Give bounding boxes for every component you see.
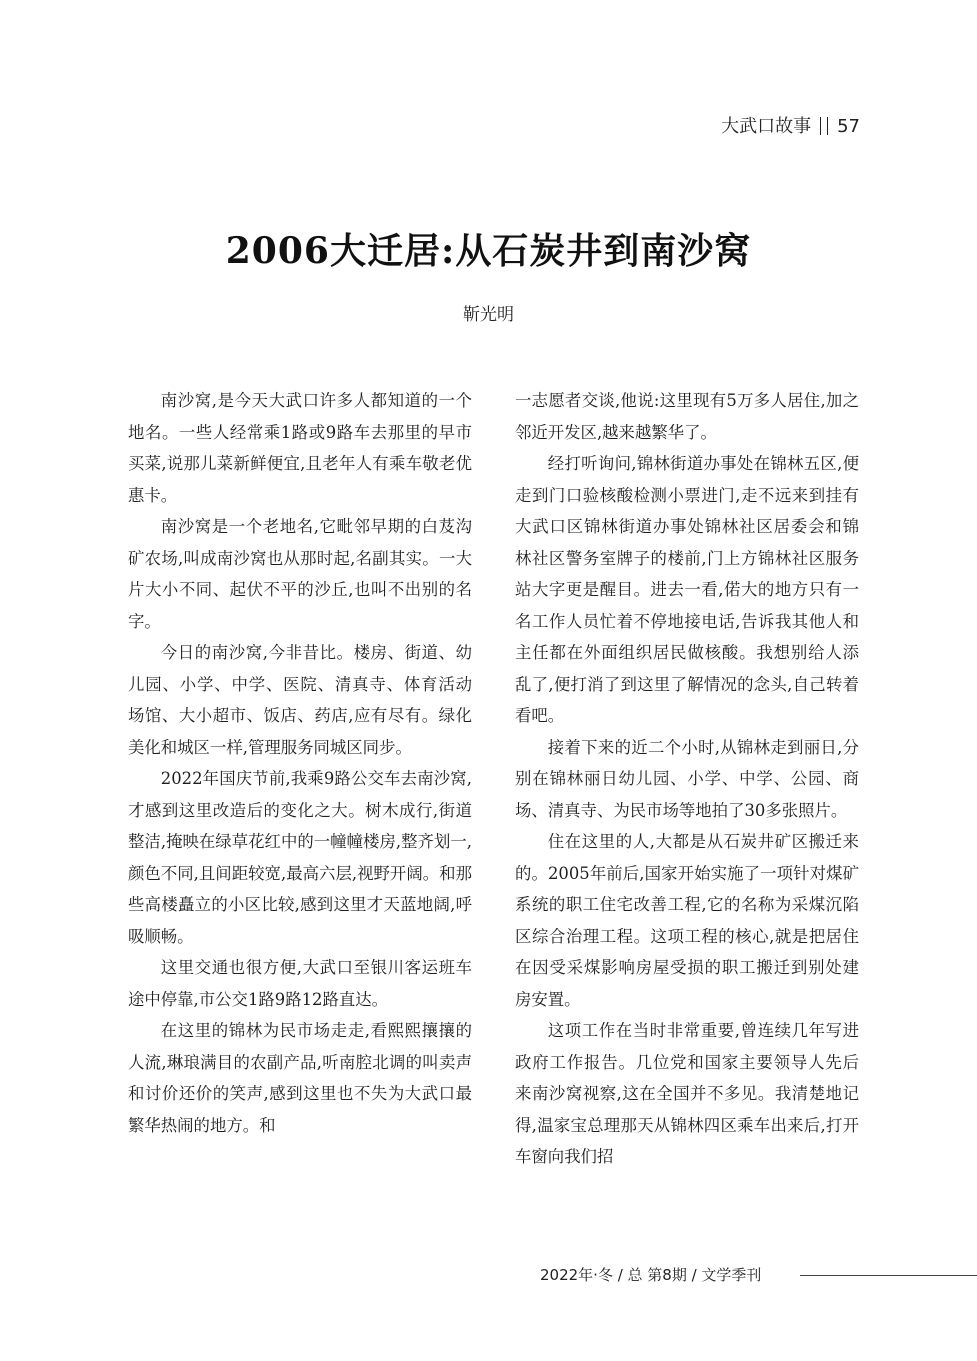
paragraph: 经打听询问,锦林街道办事处在锦林五区,便走到门口验核酸检测小票进门,走不远来到挂有大武口区锦林街道办事处锦林社区居委会和锦林社区警务室牌子的楼前,门上方锦林社区服务站大字更是醒目。进去一看,偌大的地方只有一名工作人员忙着不停地接电话,告诉我其他人和主任都在外面组织居民做核酸。我想别给人添乱了,便打消了到这里了解情况的念头,自己转着看吧。 [515,454,859,725]
article-author: 靳光明 [463,305,514,325]
double-bar-divider [820,117,828,135]
paragraph: 住在这里的人,大都是从石炭井矿区搬迁来的。2005年前后,国家开始实施了一项针对煤矿系统的职工住宅改善工程,它的名称为采煤沉陷区综合治理工程。这项工程的核心,就是把居住在因受采煤影响房屋受损的职工搬迁到别处建房安置。 [515,832,859,1009]
paragraph: 这里交通也很方便,大武口至银川客运班车途中停靠,市公交1路9路12路直达。 [128,958,472,1009]
footer-rule [800,1275,977,1276]
paragraph: 2022年国庆节前,我乘9路公交车去南沙窝,才感到这里改造后的变化之大。树木成行,街道整洁,掩映在绿草花红中的一幢幢楼房,整齐划一,颜色不同,且间距较宽,最高六层,视野开阔。和那些高楼矗立的小区比较,感到这里才天蓝地阔,呼吸顺畅。 [128,769,472,946]
paragraph: 今日的南沙窝,今非昔比。楼房、街道、幼儿园、小学、中学、医院、清真寺、体育活动场馆、大小超市、饭店、药店,应有尽有。绿化美化和城区一样,管理服务同城区同步。 [128,643,472,757]
paragraph: 南沙窝是一个老地名,它毗邻早期的白芨沟矿农场,叫成南沙窝也从那时起,名副其实。一大片大小不同、起伏不平的沙丘,也叫不出别的名字。 [128,517,472,631]
paragraph: 南沙窝,是今天大武口许多人都知道的一个地名。一些人经常乘1路或9路车去那里的早市买菜,说那儿菜新鲜便宜,且老年人有乘车敬老优惠卡。 [128,391,472,505]
running-head [721,114,860,140]
right-column [515,385,859,1173]
paragraph: 这项工作在当时非常重要,曾连续几年写进政府工作报告。几位党和国家主要领导人先后来南沙窝视察,这在全国并不多见。我清楚地记得,温家宝总理那天从锦林四区乘车出来后,打开车窗向我们招 [515,1021,859,1166]
article-title: 2006大迁居:从石炭井到南沙窝 [225,230,752,272]
footer-issue: 2022年·冬 / 总 第8期 / 文学季刊 [540,1266,762,1284]
page-number: 57 [837,116,860,137]
left-column [128,385,472,1141]
section-title: 大武口故事 [721,116,812,137]
paragraph: 在这里的锦林为民市场走走,看熙熙攘攘的人流,琳琅满目的农副产品,听南腔北调的叫卖声和讨价还价的笑声,感到这里也不失为大武口最繁华热闹的地方。和 [128,1021,472,1135]
paragraph: 接着下来的近二个小时,从锦林走到丽日,分别在锦林丽日幼儿园、小学、中学、公园、商场、清真寺、为民市场等地拍了30多张照片。 [515,737,859,820]
paragraph-continuation: 一志愿者交谈,他说:这里现有5万多人居住,加之邻近开发区,越来越繁华了。 [515,391,859,442]
